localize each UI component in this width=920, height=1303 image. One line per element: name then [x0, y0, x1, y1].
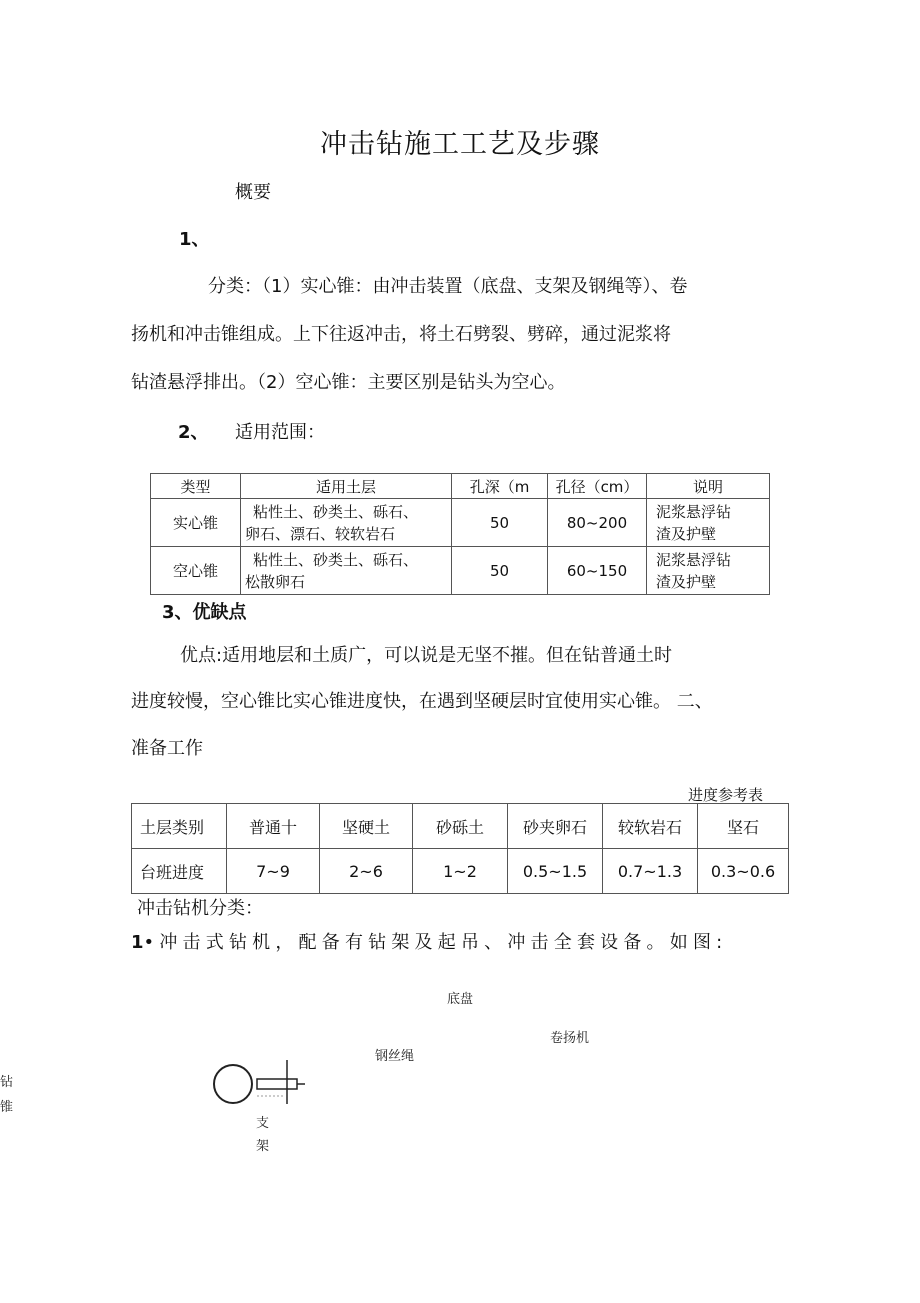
table1-cell-note [647, 499, 770, 547]
table2-cell: 0.5~1.5 [508, 849, 603, 894]
note-line: 渣及护壁 [656, 572, 717, 591]
table2-header: 较软岩石 [603, 804, 698, 849]
soil-line: 粘性土、砂类土、砾石、 [253, 550, 419, 569]
soil-line: 粘性土、砂类土、砾石、 [253, 502, 419, 521]
drill-diagram [205, 1052, 315, 1112]
page-title: 冲击钻施工工艺及步骤 [320, 129, 600, 160]
table1-header-type: 类型 [151, 474, 241, 499]
table-row [151, 499, 770, 547]
table1-cell-type: 实心锥 [151, 499, 241, 547]
table2-cell: 2~6 [320, 849, 413, 894]
note-line: 泥浆悬浮钻 [656, 550, 732, 569]
section-1-line-1: 分类：（1）实心锥：由冲击装置（底盘、支架及钢绳等）、卷 [208, 276, 688, 297]
table2-cell: 7~9 [227, 849, 320, 894]
table1-header-diameter: 孔径（cm） [548, 474, 647, 499]
table1-cell-type: 空心锥 [151, 547, 241, 595]
progress-reference-table [131, 803, 789, 894]
label-bit-1: 钻 [0, 1075, 14, 1090]
table2-header: 砂砾土 [413, 804, 508, 849]
drill-classification-label: 冲击钻机分类： [137, 898, 263, 919]
table2-header: 普通十 [227, 804, 320, 849]
drum-icon [214, 1065, 252, 1103]
section-3-line-2: 进度较慢，空心锥比实心锥进度快，在遇到坚硬层时宜使用实心锥。 二、 [131, 691, 713, 712]
table2-header: 坚石 [698, 804, 789, 849]
label-wire-rope: 钢丝绳 [375, 1049, 415, 1064]
soil-line: 卵石、漂石、较软岩石 [245, 524, 396, 543]
item-1 [131, 931, 727, 955]
table2-header: 土层类别 [132, 804, 227, 849]
table1-cell-depth: 50 [452, 499, 548, 547]
table2-cell: 台班进度 [132, 849, 227, 894]
table1-cell-note [647, 547, 770, 595]
label-chassis: 底盘 [447, 992, 474, 1007]
applicable-range-table [150, 473, 770, 595]
table-row [151, 547, 770, 595]
section-1-number: 1、 [179, 229, 210, 250]
table1-header-note: 说明 [647, 474, 770, 499]
note-line: 泥浆悬浮钻 [656, 502, 732, 521]
label-bit-2: 锥 [0, 1100, 14, 1115]
table1-cell-soil [241, 547, 452, 595]
table1-cell-soil [241, 499, 452, 547]
label-frame-2: 架 [256, 1139, 270, 1154]
section-3-line-3: 准备工作 [131, 738, 203, 759]
progress-table-caption: 进度参考表 [688, 786, 764, 804]
soil-line: 松散卵石 [245, 572, 306, 591]
label-frame-1: 支 [256, 1116, 270, 1131]
table-row [132, 849, 789, 894]
table1-cell-diameter: 80~200 [548, 499, 647, 547]
table1-cell-depth: 50 [452, 547, 548, 595]
table-row [132, 804, 789, 849]
section-2-number: 2、 [178, 422, 209, 443]
table1-header-depth: 孔深（m [452, 474, 548, 499]
table2-header: 砂夹卵石 [508, 804, 603, 849]
item-1-text: •冲击式钻机，配备有钻架及起吊、冲击全套设备。如图: [143, 932, 728, 953]
section-3-line-1: 优点:适用地层和土质广，可以说是无坚不摧。但在钻普通土时 [180, 645, 673, 666]
overview-label: 概要 [235, 182, 271, 203]
table2-header: 坚硬土 [320, 804, 413, 849]
table1-cell-diameter: 60~150 [548, 547, 647, 595]
table2-cell: 1~2 [413, 849, 508, 894]
table2-cell: 0.7~1.3 [603, 849, 698, 894]
section-1-line-2: 扬机和冲击锥组成。上下往返冲击，将土石劈裂、劈碎，通过泥浆将 [131, 324, 671, 345]
table1-header-soil: 适用土层 [241, 474, 452, 499]
section-3-heading: 3、优缺点 [162, 602, 247, 623]
item-1-number: 1 [131, 932, 144, 953]
label-winch: 卷扬机 [550, 1031, 590, 1046]
table2-cell: 0.3~0.6 [698, 849, 789, 894]
frame-beam-icon [257, 1079, 297, 1089]
section-1-line-3: 钻渣悬浮排出。（2）空心锥：主要区别是钻头为空心。 [131, 372, 566, 393]
section-2-label: 适用范围： [235, 422, 325, 443]
note-line: 渣及护壁 [656, 524, 717, 543]
